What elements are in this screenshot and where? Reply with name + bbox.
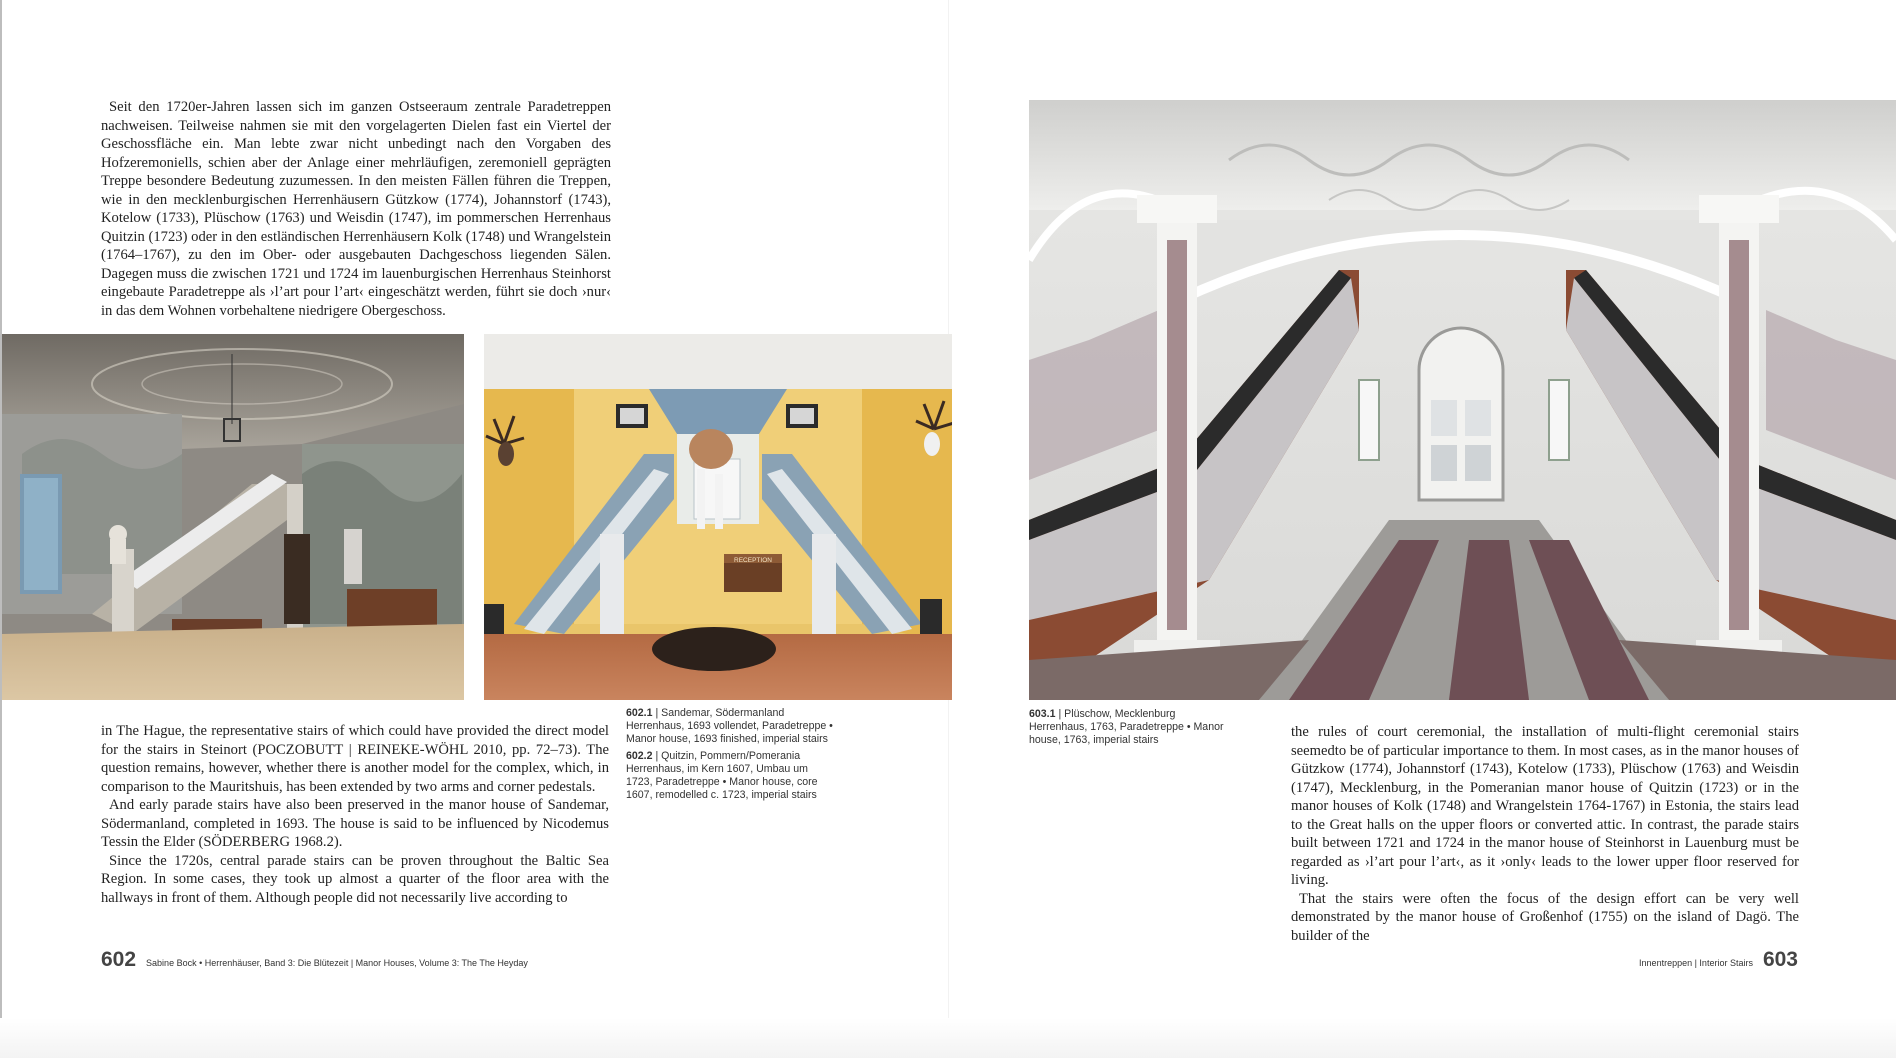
paragraph: the rules of court ceremonial, the installation of multi-flight ceremonial stairs seemedto be of particular importance to them. In most cases, as in the manor houses of Gützkow (1774), Johannstorf (1743), Kotelow (1733), Plüschow (1763) and Weisdin (1747), Mecklenburg, in the Pomeranian manor house of Quitzin (1723) or in the manor houses of Kolk (1748) and Wrangelstein 1764-1767) in Estonia, the stairs lead to the Great halls on the upper floors or converted attic. In contrast, the parade stairs built between 1721 and 1724 in the manor house of Steinhorst in Lauenburg must be regarded as ›l’art pour l’art‹, as it ›only‹ leads to the lower upper floor reserved for living. [1291, 724, 1799, 888]
caption-603-1 [1029, 708, 1229, 746]
photo-quitzin-staircase [484, 334, 952, 700]
english-text-left [101, 722, 609, 907]
caption-number: 602.1 [626, 707, 653, 719]
reception-sign-text: RECEPTION [734, 557, 772, 564]
caption-text: | Plüschow, Mecklenburg Herrenhaus, 1763, Paradetreppe • Manor house, 1763, imperial stairs [1029, 708, 1224, 746]
paragraph: Since the 1720s, central parade stairs can be proven throughout the Baltic Sea Region. In some cases, they took up almost a quarter of the floor area with the hallways in front of them. Although people did not necessarily live according to [101, 852, 609, 906]
running-head: Sabine Bock • Herrenhäuser, Band 3: Die Blütezeit | Manor Houses, Volume 3: The The Heyday [146, 958, 528, 968]
photo-captions-left [626, 707, 836, 807]
photo-caption-right [1029, 708, 1229, 751]
photo-sandemar-staircase [2, 334, 464, 700]
german-paragraph [101, 98, 611, 320]
caption-number: 602.2 [626, 750, 653, 763]
english-text-right [1291, 723, 1799, 945]
page-number: 602 [101, 948, 137, 971]
caption-602-1 [626, 707, 836, 745]
running-head: Innentreppen | Interior Stairs [1639, 958, 1753, 968]
paragraph: That the stairs were often the focus of the design effort can be very well demonstrated by the manor house of Großenhof (1755) on the island of Dagö. The builder of the [1291, 890, 1799, 944]
caption-text: | Quitzin, Pommern/Pomerania Herrenhaus, im Kern 1607, Umbau um 1723, Paradetreppe • Manor house, core 1607, remodelled c. 1723, imperial stairs [626, 750, 818, 801]
paragraph: in The Hague, the representative stairs of which could have provided the direct model for the stairs in Steinort (POCZOBUTT | REINEKE-WÖHL 2010, pp. 72–73). The question remains, however, whether there is another model for the complex, which, in comparison to the Mauritshuis, has been extended by two arms and corner pedestals. [101, 723, 609, 795]
footer-left [101, 948, 528, 972]
german-paragraph-text: Seit den 1720er-Jahren lassen sich im ganzen Ostseeraum zentrale Paradetreppen nachweisen. Teilweise nahmen sie mit den vorgelagerten Dielen fast ein Viertel der Geschossfläche ein. Man lebte zwar nicht unbedingt nach den Vorgaben des Hofzeremoniells, schien aber der Anlage einer mehrläufigen, zeremoniell geprägten Treppe besondere Bedeutung zuzumessen. In den meisten Fällen führen die Treppen, wie in den mecklenburgischen Herrenhäusern Gützkow (1774), Johannstorf (1743), Kotelow (1733), Plüschow (1763) und Weisdin (1747), im pommerschen Herrenhaus Quitzin (1723) oder in den estländischen Herrenhäusern Kolk (1748) und Wrangelstein (1764–1767), zu den im Ober- oder ausgebauten Dachgeschoss liegenden Sälen. Dagegen muss die zwischen 1721 und 1724 im lauenburgischen Herrenhaus Steinhorst eingebaute Paradetreppe als ›l’art pour l’art‹ eingeschätzt werden, führt sie doch ›nur‹ in das dem Wohnen vorbehaltene niedrigere Obergeschoss. [101, 99, 611, 319]
footer-right [1639, 948, 1798, 972]
caption-number: 603.1 [1029, 708, 1056, 720]
caption-text: | Sandemar, Södermanland Herrenhaus, 1693 vollendet, Paradetreppe • Manor house, 1693 finished, imperial stairs [626, 707, 833, 745]
paragraph: And early parade stairs have also been preserved in the manor house of Sandemar, Södermanland, completed in 1693. The house is said to be influenced by Nicodemus Tessin the Elder (SÖDERBERG 1968.2). [101, 797, 609, 850]
page-bottom-shade [0, 1018, 1896, 1058]
photo-pluschow-staircase [1029, 100, 1896, 700]
page-number: 603 [1762, 948, 1798, 971]
caption-602-2 [626, 750, 836, 801]
